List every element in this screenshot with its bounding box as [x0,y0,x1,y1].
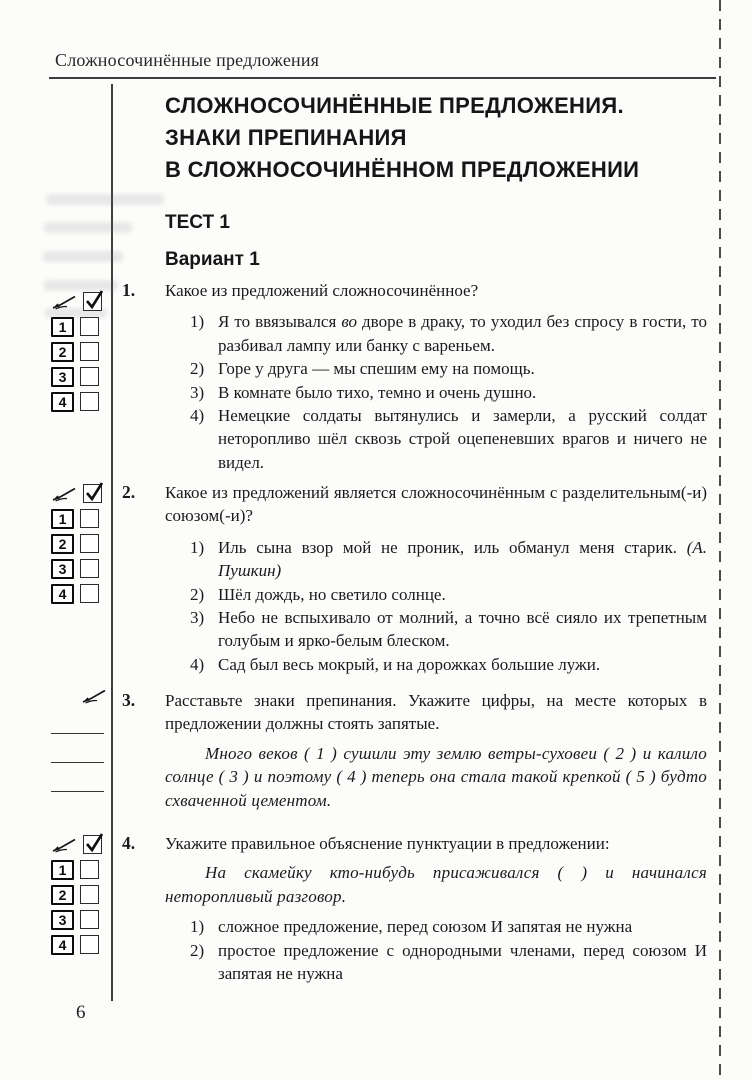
answer-checkbox[interactable] [80,317,99,336]
option-text: Я то ввязывался [218,312,342,332]
option-item [190,536,707,583]
answer-checkbox[interactable] [80,342,99,361]
answer-write-line[interactable] [51,733,104,734]
answer-row-number: 1 [51,860,74,880]
answer-row-number: 1 [51,509,74,529]
question-text: Расставьте знаки препинания. Укажите цифры, на месте которых в предложении должны стоять запятые. [165,691,707,734]
option-item [190,606,707,653]
answer-checkbox[interactable] [80,910,99,929]
passage-text: На скамейку кто-нибудь присаживался ( ) и начинался неторопливый разговор. [165,863,707,906]
option-marker: 1) [190,917,205,937]
question-4 [122,832,710,985]
example-checkbox-checked[interactable] [83,292,102,311]
answer-checkbox[interactable] [80,509,99,528]
bleedthrough-artifact [44,222,132,233]
options-list [190,536,707,676]
bleedthrough-artifact [46,194,164,205]
option-item [190,653,707,676]
option-text: Немецкие солдаты вытянулись и замерли, а русский солдат неторопливо шёл сквозь строй оцепеневших врагов и ничего не видел. [218,406,707,472]
answer-grid-q4 [51,832,105,957]
answer-checkbox[interactable] [80,534,99,553]
answer-row-number: 2 [51,885,74,905]
question-number: 3. [122,690,136,710]
option-text-italic: (А. Пушкин) [218,537,707,581]
option-text: Сад был весь мокрый, и на дорожках большие лужи. [218,654,601,674]
options-list [190,915,707,985]
question-text: Какое из предложений сложносочинённое? [165,281,479,300]
option-item [190,310,707,357]
question-number: 1. [122,280,136,300]
answer-row-number: 3 [51,367,74,387]
option-item [190,357,707,380]
answer-checkbox[interactable] [80,559,99,578]
question-number: 2. [122,482,136,502]
header-rule [49,77,716,79]
answer-row-number: 2 [51,342,74,362]
option-text: В комнате было тихо, темно и очень душно. [218,382,537,402]
option-marker: 2) [190,584,205,604]
pen-icon [81,688,107,704]
answer-row-number: 2 [51,534,74,554]
answer-write-line[interactable] [51,791,104,792]
answer-row-number: 4 [51,392,74,412]
example-checkbox-checked[interactable] [83,484,102,503]
pen-icon [51,294,77,310]
question-3 [122,689,710,812]
question-2 [122,481,710,676]
variant-label: Вариант 1 [165,249,260,270]
passage-text: Много веков ( 1 ) сушили эту землю ветры-суховеи ( 2 ) и калило солнце ( 3 ) и поэтому ( 4 ) теперь она стала такой крепкой ( 5 ) будто схваченной цементом. [165,743,707,810]
question-text: Какое из предложений является сложносочинённым с разделительным(-и) союзом(-и)? [165,483,707,526]
answer-checkbox[interactable] [80,885,99,904]
chapter-title-line-1: СЛОЖНОСОЧИНЁННЫЕ ПРЕДЛОЖЕНИЯ. [165,93,624,118]
answer-write-line[interactable] [51,762,104,763]
option-item [190,404,707,474]
option-marker: 1) [190,537,205,557]
answer-row-number: 3 [51,910,74,930]
option-marker: 2) [190,940,205,960]
chapter-title-line-3: В СЛОЖНОСОЧИНЁННОМ ПРЕДЛОЖЕНИИ [165,157,640,182]
option-text: дворе в драку, то уходил без спросу в гости, то разбивал лампу или банку с вареньем. [218,312,707,355]
option-marker: 2) [190,359,205,379]
option-marker: 4) [190,406,205,426]
option-text: Небо не вспыхивало от молний, а точно всё сияло их трепетным голубым и ярко-белым блеском. [218,608,707,651]
bleedthrough-artifact [43,251,123,262]
test-label: ТЕСТ 1 [165,212,230,233]
question-1 [122,279,710,474]
answer-row-number: 4 [51,584,74,604]
option-marker: 1) [190,312,205,332]
option-marker: 3) [190,608,205,628]
option-marker: 4) [190,654,205,674]
answer-checkbox[interactable] [80,935,99,954]
pen-icon [51,837,77,853]
options-list [190,310,707,474]
answer-row-number: 4 [51,935,74,955]
chapter-title-line-2: ЗНАКИ ПРЕПИНАНИЯ [165,125,407,150]
running-head: Сложносочинённые предложения [55,50,320,70]
question-text: Укажите правильное объяснение пунктуации в предложении: [165,834,610,853]
page-number: 6 [76,1002,86,1023]
question-number: 4. [122,833,136,853]
option-item [190,381,707,404]
pen-icon [51,486,77,502]
option-text: Горе у друга — мы спешим ему на помощь. [218,359,535,379]
option-item [190,939,707,986]
option-text: Шёл дождь, но светило солнце. [218,584,446,604]
answer-grid-q2 [51,481,105,606]
answer-row-number: 1 [51,317,74,337]
option-item [190,915,707,938]
answer-checkbox[interactable] [80,584,99,603]
answer-checkbox[interactable] [80,860,99,879]
answer-grid-q1 [51,289,105,414]
answer-row-number: 3 [51,559,74,579]
chapter-title [165,90,725,186]
option-marker: 3) [190,382,205,402]
option-text-italic: во [341,312,357,332]
answer-checkbox[interactable] [80,367,99,386]
option-text: Иль сына взор мой не проник, иль обманул меня старик. [218,537,687,557]
option-text: сложное предложение, перед союзом И запятая не нужна [218,917,633,937]
example-checkbox-checked[interactable] [83,835,102,854]
option-item [190,583,707,606]
option-text: простое предложение с однородными членами, перед союзом И запятая не нужна [218,940,707,984]
answer-checkbox[interactable] [80,392,99,411]
